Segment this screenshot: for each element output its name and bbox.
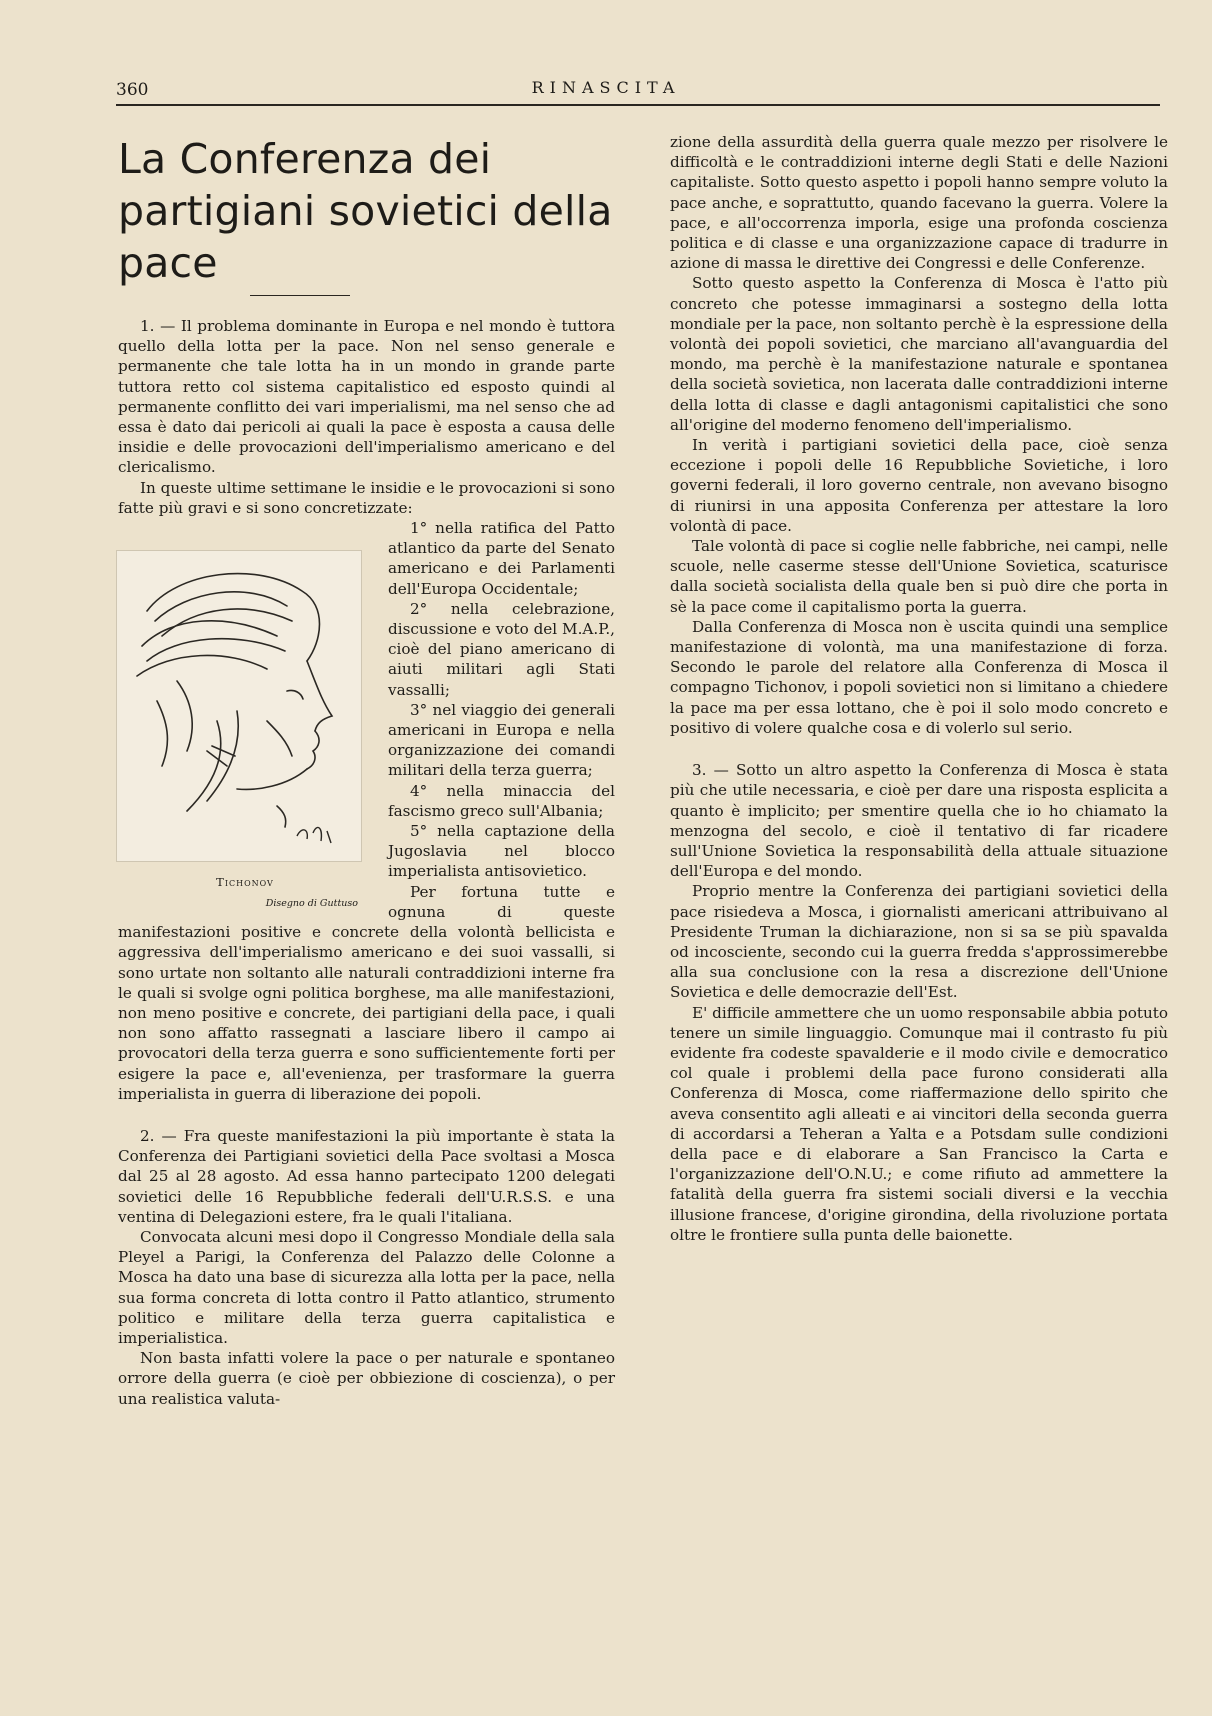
paragraph: In verità i partigiani sovietici della pace, cioè senza eccezione i popoli delle 16 Repubbliche Sovietiche, i loro governi federali, il loro governo centrale, non avevano bisogno di riunirsi in una apposita Conferenza per attestare la loro volontà di pace. (670, 436, 1168, 535)
title-rule (250, 295, 350, 296)
paragraph: 2. — Fra queste manifestazioni la più importante è stata la Conferenza dei Partigiani sovietici della Pace svoltasi a Mosca dal 25 al 28 agosto. Ad essa hanno partecipato 1200 delegati sovietici delle 16 Repubbliche federali dell'U.R.S.S. e una ventina di Delegazioni estere, fra le quali l'italiana. (118, 1126, 615, 1226)
list-item: 3° nel viaggio dei generali americani in Europa e nella organizzazione dei comandi militari della terza guerra; (388, 700, 615, 780)
paragraph: zione della assurdità della guerra quale mezzo per risolvere le difficoltà e le contraddizioni interne degli Stati e delle Nazioni capitaliste. Sotto questo aspetto i popoli hanno sempre voluto la pace anche, e soprattutto, quando facevano la guerra. Volere la pace, e all'occorrenza imporla, esige una profonda coscienza politica e di classe e una organizzazione capace di tradurre in azione di massa le direttive dei Congressi e delle Conferenze. (670, 133, 1168, 273)
figure-caption-name: Tichonov (216, 875, 274, 890)
portrait-sketch-image (117, 551, 361, 861)
list-item: 5° nella captazione della Jugoslavia nel blocco imperialista antisovietico. (388, 822, 615, 881)
paragraph: Tale volontà di pace si coglie nelle fabbriche, nei campi, nelle scuole, nelle caserme stesse dell'Unione Sovietica, scaturisce dalla società socialista della quale ben si può dire che porta in sè la pace come il capitalismo porta la guerra. (670, 537, 1168, 616)
paragraph: 3. — Sotto un altro aspetto la Conferenza di Mosca è stata più che utile necessaria, e cioè per dare una risposta esplicita a quanto è implicito; per smentire quella che io ho chiamato la menzogna del secolo, e cioè il tentativo di far ricadere sull'Unione Sovietica la responsabilità della attuale situazione dell'Europa e del mondo. (670, 761, 1168, 881)
figure-caption-credit: Disegno di Guttuso (265, 898, 358, 910)
running-title: RINASCITA (531, 78, 681, 97)
right-column (670, 132, 1168, 1245)
list-item: 2° nella celebrazione, discussione e voto del M.A.P., cioè del piano americano di aiuti militari agli Stati vassalli; (388, 599, 615, 699)
left-column (118, 133, 615, 1409)
list-item: 4° nella minaccia del fascismo greco sull'Albania; (388, 781, 615, 820)
paragraph: Non basta infatti volere la pace o per naturale e spontaneo orrore della guerra (e cioè per obbiezione di coscienza), o per una realistica valuta- (118, 1349, 615, 1408)
paragraph: In queste ultime settimane le insidie e le provocazioni si sono fatte più gravi e si sono concretizzate: (118, 478, 615, 517)
portrait-figure (116, 550, 374, 910)
portrait-drawing (116, 550, 362, 862)
paragraph: Dalla Conferenza di Mosca non è uscita quindi una semplice manifestazione di volontà, ma una manifestazione di forza. Secondo le parole del relatore alla Conferenza di Mosca il compagno Tichonov, i popoli sovietici non si limitano a chiedere la pace ma per essa lottano, che è poi il solo modo concreto e positivo di volere qualche cosa e di volerlo sul serio. (670, 617, 1168, 737)
paragraph: 1. — Il problema dominante in Europa e nel mondo è tuttora quello della lotta per la pace. Non nel senso generale e permanente che tale lotta ha in un mondo in grande parte tuttora retto col sistema capitalistico ed esposto quindi al permanente conflitto dei vari imperialismi, ma nel senso che ad essa è dato dai pericoli ai quali la pace è esposta a causa delle insidie e delle provocazioni dell'imperialismo americano e del clericalismo. (118, 317, 615, 477)
list-item: 1° nella ratifica del Patto atlantico da parte del Senato americano e dei Parlamenti dell'Europa Occidentale; (388, 519, 615, 598)
page-number: 360 (116, 80, 149, 100)
paragraph: Sotto questo aspetto la Conferenza di Mosca è l'atto più concreto che potesse immaginarsi a sostegno della lotta mondiale per la pace, non soltanto perchè è la espressione della volontà dei popoli sovietici, che marciano all'avanguardia del mondo, ma perchè è la manifestazione naturale e spontanea della società sovietica, non lacerata dalle contraddizioni interne della lotta di classe e dagli antagonismi capitalistici che sono all'origine del moderno fenomeno dell'imperialismo. (670, 274, 1168, 434)
paragraph: Proprio mentre la Conferenza dei partigiani sovietici della pace risiedeva a Mosca, i giornalisti americani attribuivano al Presidente Truman la dichiarazione, non si sa se più spavalda od incosciente, secondo cui la guerra fredda s'approssimerebbe alla sua conclusione con la resa a discrezione dell'Unione Sovietica e delle democrazie dell'Est. (670, 882, 1168, 1002)
paragraph: E' difficile ammettere che un uomo responsabile abbia potuto tenere un simile linguaggio. Comunque mai il contrasto fu più evidente fra codeste spavalderie e il modo civile e democratico col quale i problemi della pace furono considerati alla Conferenza di Mosca, come riaffermazione dello spirito che aveva consentito agli alleati e ai vincitori della seconda guerra di accordarsi a Teheran a Yalta e a Potsdam sulle condizioni della pace e di elaborare a San Francisco la Carta e l'organizzazione dell'O.N.U.; e come rifiuto ad ammettere la fatalità della guerra fra sistemi sociali diversi e la vecchia illusione francese, d'origine girondina, della rivoluzione portata oltre le frontiere sulla punta delle baionette. (670, 1003, 1168, 1244)
header-rule (116, 104, 1160, 106)
article-title: La Conferenza dei partigiani sovietici della pace (118, 135, 613, 287)
paragraph: Per fortuna tutte e ognuna di queste manifestazioni positive e concrete della volontà bellicista e aggressiva dell'imperialismo americano e dei suoi vassalli, si sono urtate non soltanto alle naturali contraddizioni interne fra le quali si svolge ogni politica borghese, ma alle manifestazioni, non meno positive e concrete, dei partigiani della pace, i quali non sono affatto rassegnati a lasciare libero il campo ai provocatori della terza guerra e sono sufficientemente forti per esigere la pace e, all'evenienza, per trasformare la guerra imperialista in guerra di liberazione dei popoli. (118, 882, 615, 1103)
paragraph: Convocata alcuni mesi dopo il Congresso Mondiale della sala Pleyel a Parigi, la Conferenza del Palazzo delle Colonne a Mosca ha dato una base di sicurezza alla lotta per la pace, nella sua forma concreta di lotta contro il Patto atlantico, strumento politico e militare della terza guerra capitalistica e imperialistica. (118, 1227, 615, 1347)
